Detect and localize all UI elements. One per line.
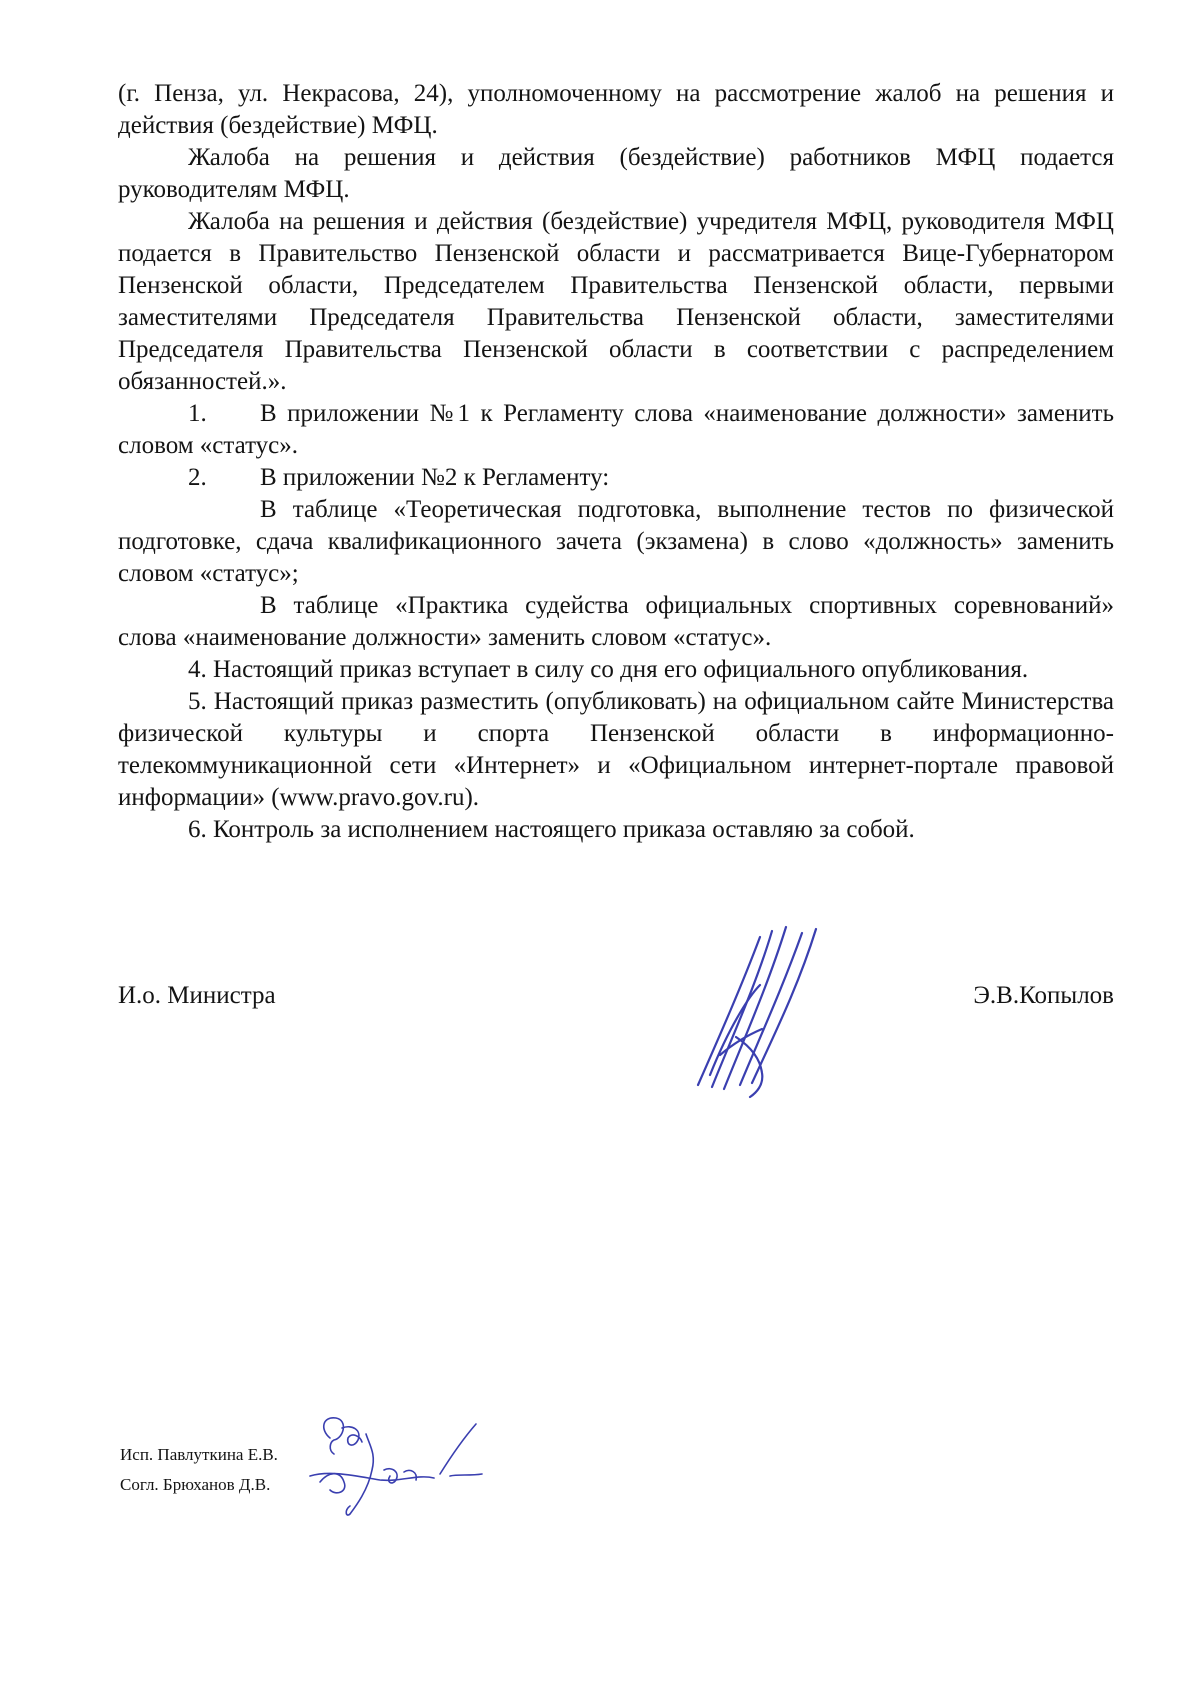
item-5 — [118, 686, 1114, 814]
paragraph-mfc-founder: Жалоба на решения и действия (бездействие) учредителя МФЦ, руководителя МФЦ подается в Правительство Пензенской области и рассматривается Вице-Губернатором Пензенской области, Председателем Правительства Пензенской области, первыми заместителями Председателя Правительства Пензенской области, заместителями Председателя Правительства Пензенской области в соответствии с распределением обязанностей.». — [118, 208, 1114, 395]
item-number: 5. — [188, 688, 207, 715]
approved-line: Согл. Брюханов Д.В. — [120, 1475, 271, 1494]
executor-line: Исп. Павлуткина Е.В. — [120, 1445, 278, 1464]
item-number: 2. — [188, 464, 207, 491]
signatory-name: Э.В.Копылов — [973, 982, 1114, 1009]
item-number: 1. — [188, 400, 207, 427]
item-text: В приложении №2 к Регламенту: — [260, 464, 610, 491]
item-number: 4. — [188, 656, 207, 683]
paragraph-table-practice: В таблице «Практика судейства официальных спортивных соревнований» слова «наименование должности» заменить словом «статус». — [118, 592, 1114, 651]
item-text: Настоящий приказ разместить (опубликовать) на официальном сайте Министерства физической культуры и спорта Пензенской области в информационно-телекоммуникационной сети «Интернет» и «Официальном интернет-портале правовой информации» (www.pravo.gov.ru). — [118, 688, 1115, 811]
signature-row — [118, 980, 1114, 1020]
paragraph-mfc-workers: Жалоба на решения и действия (бездействие) работников МФЦ подается руководителям МФЦ. — [118, 144, 1114, 203]
footer-notes — [120, 1440, 278, 1500]
item-text: Настоящий приказ вступает в силу со дня его официального опубликования. — [213, 656, 1029, 683]
signatory-title: И.о. Министра — [118, 982, 276, 1009]
item-4 — [118, 654, 1114, 686]
paragraph-table-theory: В таблице «Теоретическая подготовка, выполнение тестов по физической подготовке, сдача квалификационного зачета (экзамена) в слово «должность» заменить словом «статус»; — [118, 496, 1114, 587]
item-2 — [118, 462, 1114, 494]
document-body — [118, 78, 1114, 846]
item-text: В приложении №1 к Регламенту слова «наименование должности» заменить словом «статус». — [118, 400, 1114, 459]
paragraph-address: (г. Пенза, ул. Некрасова, 24), уполномоченному на рассмотрение жалоб на решения и действия (бездействие) МФЦ. — [118, 80, 1114, 139]
item-6 — [118, 814, 1114, 846]
handwritten-initials — [300, 1410, 490, 1520]
item-number: 6. — [188, 816, 207, 843]
handwritten-signature — [690, 925, 860, 1100]
item-text: Контроль за исполнением настоящего приказа оставляю за собой. — [213, 816, 915, 843]
item-1 — [118, 398, 1114, 462]
